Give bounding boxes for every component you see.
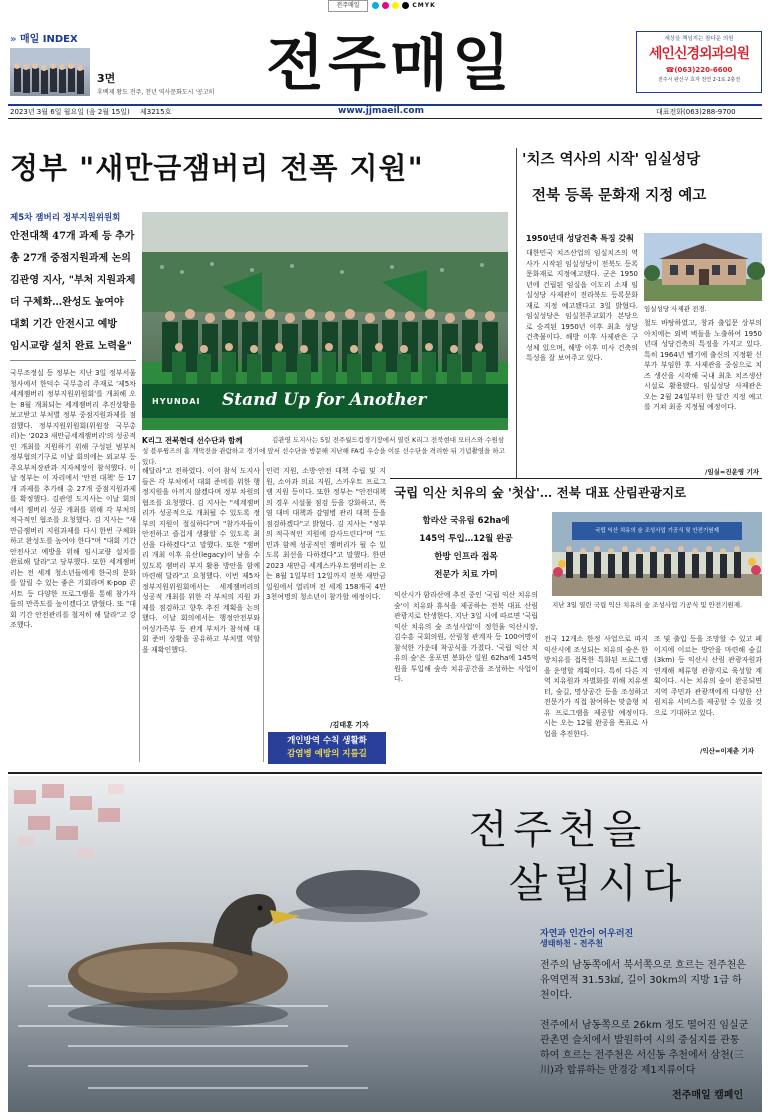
banner-slogan: Stand Up for Another (222, 390, 427, 410)
photo-caption: 김관영 도지사는 5일 전주월드컵경기장에서 열린 K리그 전북현대 모터스와 수원삼성 블루윙즈의 홈 개막전을 관람하고 경기에 앞서 선수단을 방문해 지난해 FA컵 우승을 이룬 선수단을 격려한 뒤 기념촬영을 하고 있다. (142, 436, 505, 466)
rectory-building-image (644, 233, 762, 301)
cheese-byline: /임실=진운영 기자 (705, 468, 760, 476)
forest-subheads (394, 512, 538, 584)
main-phone: 대표전화(063)288-9700 (656, 108, 736, 116)
cheese-photo[interactable] (644, 233, 762, 301)
masthead-rule-bottom (8, 118, 762, 119)
groundbreaking-ceremony-image (552, 512, 762, 596)
index-page-number: 3면 (97, 72, 116, 85)
lead-kicker: 제5차 잼버리 정부지원위원회 (10, 213, 121, 223)
issue-number: 제3215호 (140, 108, 172, 116)
campaign-subtitle-2: 생태하천 - 전주천 (540, 939, 603, 948)
cheese-body-col2: 철도 바탕하였고, 창과 출입문 상부의 아치에는 외벽 벽돌을 노출하여 1950년대 성당건축의 특징을 가지고 있다. 특히 1964년 벨기에 출신의 지정환 신부가 부임한 후 사제관을 중심으로 치즈 생산을 시작해 국내 최초 치즈생산 시설로 활용됐다. 임실성당 사제관은 오는 2월 24일부터 한 달간 지정 예고를 거쳐 최종 지정될 예정이다. (644, 319, 762, 411)
forest-body-col3: 조 및 출입 등을 조망할 수 있고 페이지에 이르는 방안을 마련해 숲길(3km) 등 익산시 산림 관광자원과 연계해 체류형 관광지로 육성할 계획이다. 시는 치유의 숲이 완공되면 지역 주민과 관광객에게 다양한 산림치유 서비스를 제공할 수 있을 것으로 기대하고 있다. (654, 635, 762, 717)
lead-body-col2: 해달라"고 전하였다. 이어 참석 도지사들은 각 부처에서 대회 준비를 위한 행정지원을 아끼지 않겠다며 정부 차원의 협조를 요청했다. 김 지사는 "세계잼버리가 성공적으로 개최될 수 있도록 정부의 지원이 절실하다"며 "참가자들이 안전하고 즐겁게 생활할 수 있도록 최선을 다하겠다"고 말했다. 또한 "잼버리 개최 이후 유산(legacy)이 남을 수 있도록 잼버리 부지 활용 방안을 함께 마련해 달라"고 요청했다. 이번 제5차 정부지원위원회에서는 세계잼버리의 성공적 개최를 위한 각 부처의 지원 과제를 점검하고 향후 추진 계획을 논의했다. 이날 회의에서는 행정안전부와 여성가족부 등 관계 부처가 참석해 대회 준비 상황을 공유하고 부처별 역할을 재확인했다. (142, 467, 260, 654)
ad-tagline: 세상을 책임지는 참다운 의원 (664, 36, 734, 42)
lead-subhead: 임시교량 설치 완료 노력을" (10, 341, 132, 352)
lead-subhead: 김관영 지사, "부처 지원과제 (10, 275, 136, 286)
forest-subhead: 전문가 치료 가미 (434, 570, 498, 580)
column-divider (263, 462, 264, 762)
lead-body-col1: 국무조정실 등 정부는 지난 3일 정부서울청사에서 한덕수 국무총리 주재로 '제5차 세계잼버리 정부지원위원회'를 개최해 오는 8월 개최되는 세계잼버리 추진상황을 보고받고 부처별 정부 중점지원과제를 점검했다. 정부지원위원회(위원장 국무총리)는 '2023 새만금세계잼버리'의 성공적인 개최를 지원하기 위해 구성된 범부처 정부협의기구로 이날 회의에는 외교부 등 주요부처장관과 지자체장이 참석했다. 이날 정부는 이 자리에서 '안전 대책' 등 17개 과제를 추가해 총 27개 중점지원과제를 확정했다. 김관영 도지사는 이날 회의에서 잼버리 성공 개최를 위해 각 부처의 적극적인 협조를 요청했다. 김 지사는 "새만금잼버리 지원과제를 다시 한번 구체화하고 완성도를 높여야 한다"며 "대회 기간 안전사고 예방을 위해 임시교량 설치를 완료해 달라"고 당부했다. 또한 세계잼버리는 전 세계 청소년들에게 한국의 문화를 알릴 수 있는 좋은 기회라며 K-pop 콘서트 등 다양한 프로그램을 통해 참가자들의 만족도를 높이겠다고 밝혔다. 또 "대회 기간 안전관리를 철저히 해 달라"고 강조했다. (10, 369, 136, 629)
forest-body-col2: 전국 12개소 한정 사업으로 따지 익산시에 조성되는 치유의 숲은 한방치유를 접목한 특화된 프로그램을 운영할 계획이다. 특히 다른 지역 치유원과 차별화를 위해 치유센터, 숲길, 명상공간 등을 조성하고 전문가가 직접 참여하는 맞춤형 치유 프로그램을 제공할 예정이다. 시는 오는 12월 완공을 목표로 사업을 추진한다. (544, 635, 648, 738)
forest-subhead: 한방 인프라 접목 (434, 552, 498, 562)
cheese-headline-2[interactable]: 전북 등록 문화재 지정 예고 (532, 187, 707, 204)
campaign-rule (8, 772, 762, 774)
sponsor-logo: HYUNDAI (152, 397, 201, 406)
forest-photo-caption: 지난 3일 열린 국립 익산 치유의 숲 조성사업 기공식 및 안전기원제. (552, 601, 743, 609)
promo-line2: 감염병 예방의 지름길 (287, 749, 367, 759)
photo-label: K리그 전북현대 선수단과 함께 (142, 436, 243, 445)
lead-subheads (10, 226, 138, 358)
campaign-title-2: 살립시다 (508, 861, 688, 907)
forest-body-col1: 익산시가 함라산에 추진 중인 '국립 익산 치유의 숲'이 치유와 휴식을 제공하는 전북 대표 산림 관광지로 탄생한다. 지난 3일 시에 따르면 '국립 익산 치유의 숲 조성사업'이 정헌율 익산시장, 김수흥 국회의원, 산림청 관계자 등 100여명이 참석한 가운데 착공식을 가졌다. '국립 익산 치유의 숲'은 웅포면 봉화산 일원 62ha에 145억원을 투입해 숲속 치유공간을 조성하는 사업이다. (394, 591, 538, 683)
lead-subhead: 더 구체화…완성도 높여야 (10, 297, 124, 308)
lead-body-col3: 인력 지원, 소방·안전 대책 수립 및 지원, 소아과 의료 지원, 스카우트 프로그램 지원 등이다. 또한 정부는 "안전대책의 경우 시설물 점검 등을 강화하고, 폭염 대비 대책과 감염병 관리 대책 등을 점검하겠다"고 밝혔다. 김 지사는 "정부의 적극적인 지원에 감사드린다"며 "도민과 함께 성공적인 잼버리가 될 수 있도록 최선을 다하겠다"고 말했다. 한편 2023 새만금 세계스카우트잼버리는 오는 8월 1일부터 12일까지 전북 새만금 일원에서 열리며 전 세계 158개국 4만3천여명의 청소년이 참가할 예정이다. (266, 467, 386, 601)
cheese-photo-caption: 임실성당 사제관 전경. (644, 305, 707, 313)
print-mark: 전주매일 (328, 0, 368, 12)
ad-clinic-name: 세인신경외과의원 (648, 46, 750, 62)
cmyk-label: CMYK (412, 2, 436, 9)
subhead-rule (10, 360, 136, 361)
index-description[interactable]: 후백제 왕도 전주, 천년 역사문화도시 '공고히 (97, 89, 215, 96)
lead-subhead: 총 27개 중점지원과제 논의 (10, 253, 131, 264)
lead-photo[interactable] (142, 212, 508, 430)
forest-photo[interactable] (552, 512, 762, 596)
ad-address: 전주시 완산구 효자 전연 2-1로 2충전 (657, 77, 741, 83)
forest-headline[interactable]: 국립 익산 치유의 숲 '첫삽'… 전북 대표 산림관광지로 (394, 485, 687, 500)
newspaper-title: 전주매일 (266, 29, 514, 99)
campaign-brand: 전주매일 캠페인 (672, 1090, 744, 1101)
ceremony-banner-text: 국립 익산 치유의 숲 조성사업 기공식 및 안전기원제 (595, 528, 719, 534)
cheese-kicker: 1950년대 성당건축 특징 갖춰 (526, 234, 634, 243)
masthead-ad[interactable] (636, 31, 762, 93)
campaign-subtitle-1: 자연과 인간이 어우러진 (540, 929, 634, 939)
campaign-title-1: 전주천을 (468, 807, 648, 853)
cheese-body-col1: 대한민국 치즈산업의 임실치즈의 역사가 시작된 임실성당이 전북도 등록문화재로 지정예고됐다. 군은 1950년에 건립된 임실읍 이도리 소재 임실성당 사제관이 전라북도 등록문화재로 지정 예고됐다고 3일 밝혔다. 임실성당은 임실천주교회가 본당으로 승격된 1950년 이후 최초 성당 건축물이다. 해방 이후 사제관은 구성체 있으며, 해방 이후 미사 건축의 특성을 잘 보여주고 있다. (526, 249, 638, 362)
forest-byline: /익산=이재춘 기자 (700, 747, 755, 755)
forest-subhead: 함라산 국유림 62ha에 (422, 516, 510, 526)
lead-subhead: 안전대책 47개 과제 등 추가 (10, 231, 135, 242)
promo-line1: 개인방역 수칙 생활화 (287, 736, 367, 746)
double-chevron-icon: » (10, 34, 17, 45)
index-label: » 매일 INDEX (10, 34, 78, 45)
health-promo-box[interactable] (268, 732, 386, 764)
section-divider (516, 148, 517, 478)
lead-byline: /김태훈 기자 (330, 721, 369, 729)
group-photo-image (10, 48, 90, 96)
section-rule (390, 478, 762, 479)
color-registration-marks (372, 2, 436, 9)
column-divider (139, 462, 140, 762)
ad-phone: ☎(063)220-6600 (665, 66, 733, 74)
cheese-headline-1[interactable]: '치즈 역사의 시작' 임실성당 (522, 151, 701, 168)
campaign-paragraph-2: 전주에서 남동쪽으로 26km 정도 떨어진 임실군 관촌면 슬치에서 발원하여 시의 중심지를 관통 하여 흐르는 전주천은 서신동 추천에서 삼천(三川)과 합류하는 만경강 제1지류이다 (540, 1020, 749, 1076)
lead-subhead: 대회 기간 안전시고 예방 (10, 319, 118, 330)
lead-headline[interactable]: 정부 "새만금잼버리 전폭 지원" (10, 151, 424, 185)
campaign-ad[interactable] (8, 776, 762, 1112)
forest-subhead: 145억 투입…12월 완공 (419, 534, 513, 544)
campaign-paragraph-1: 전주의 남동쪽에서 북서쪽으로 흐르는 전주천은 유역면적 31.53㎢, 길이 30km의 지방 1급 하천이다. (540, 960, 746, 1001)
index-thumbnail[interactable] (10, 48, 90, 96)
issue-date: 2023년 3월 6일 월요일 (음 2월 15일) (10, 108, 130, 116)
website-link[interactable]: www.jjmaeil.com (338, 106, 424, 116)
